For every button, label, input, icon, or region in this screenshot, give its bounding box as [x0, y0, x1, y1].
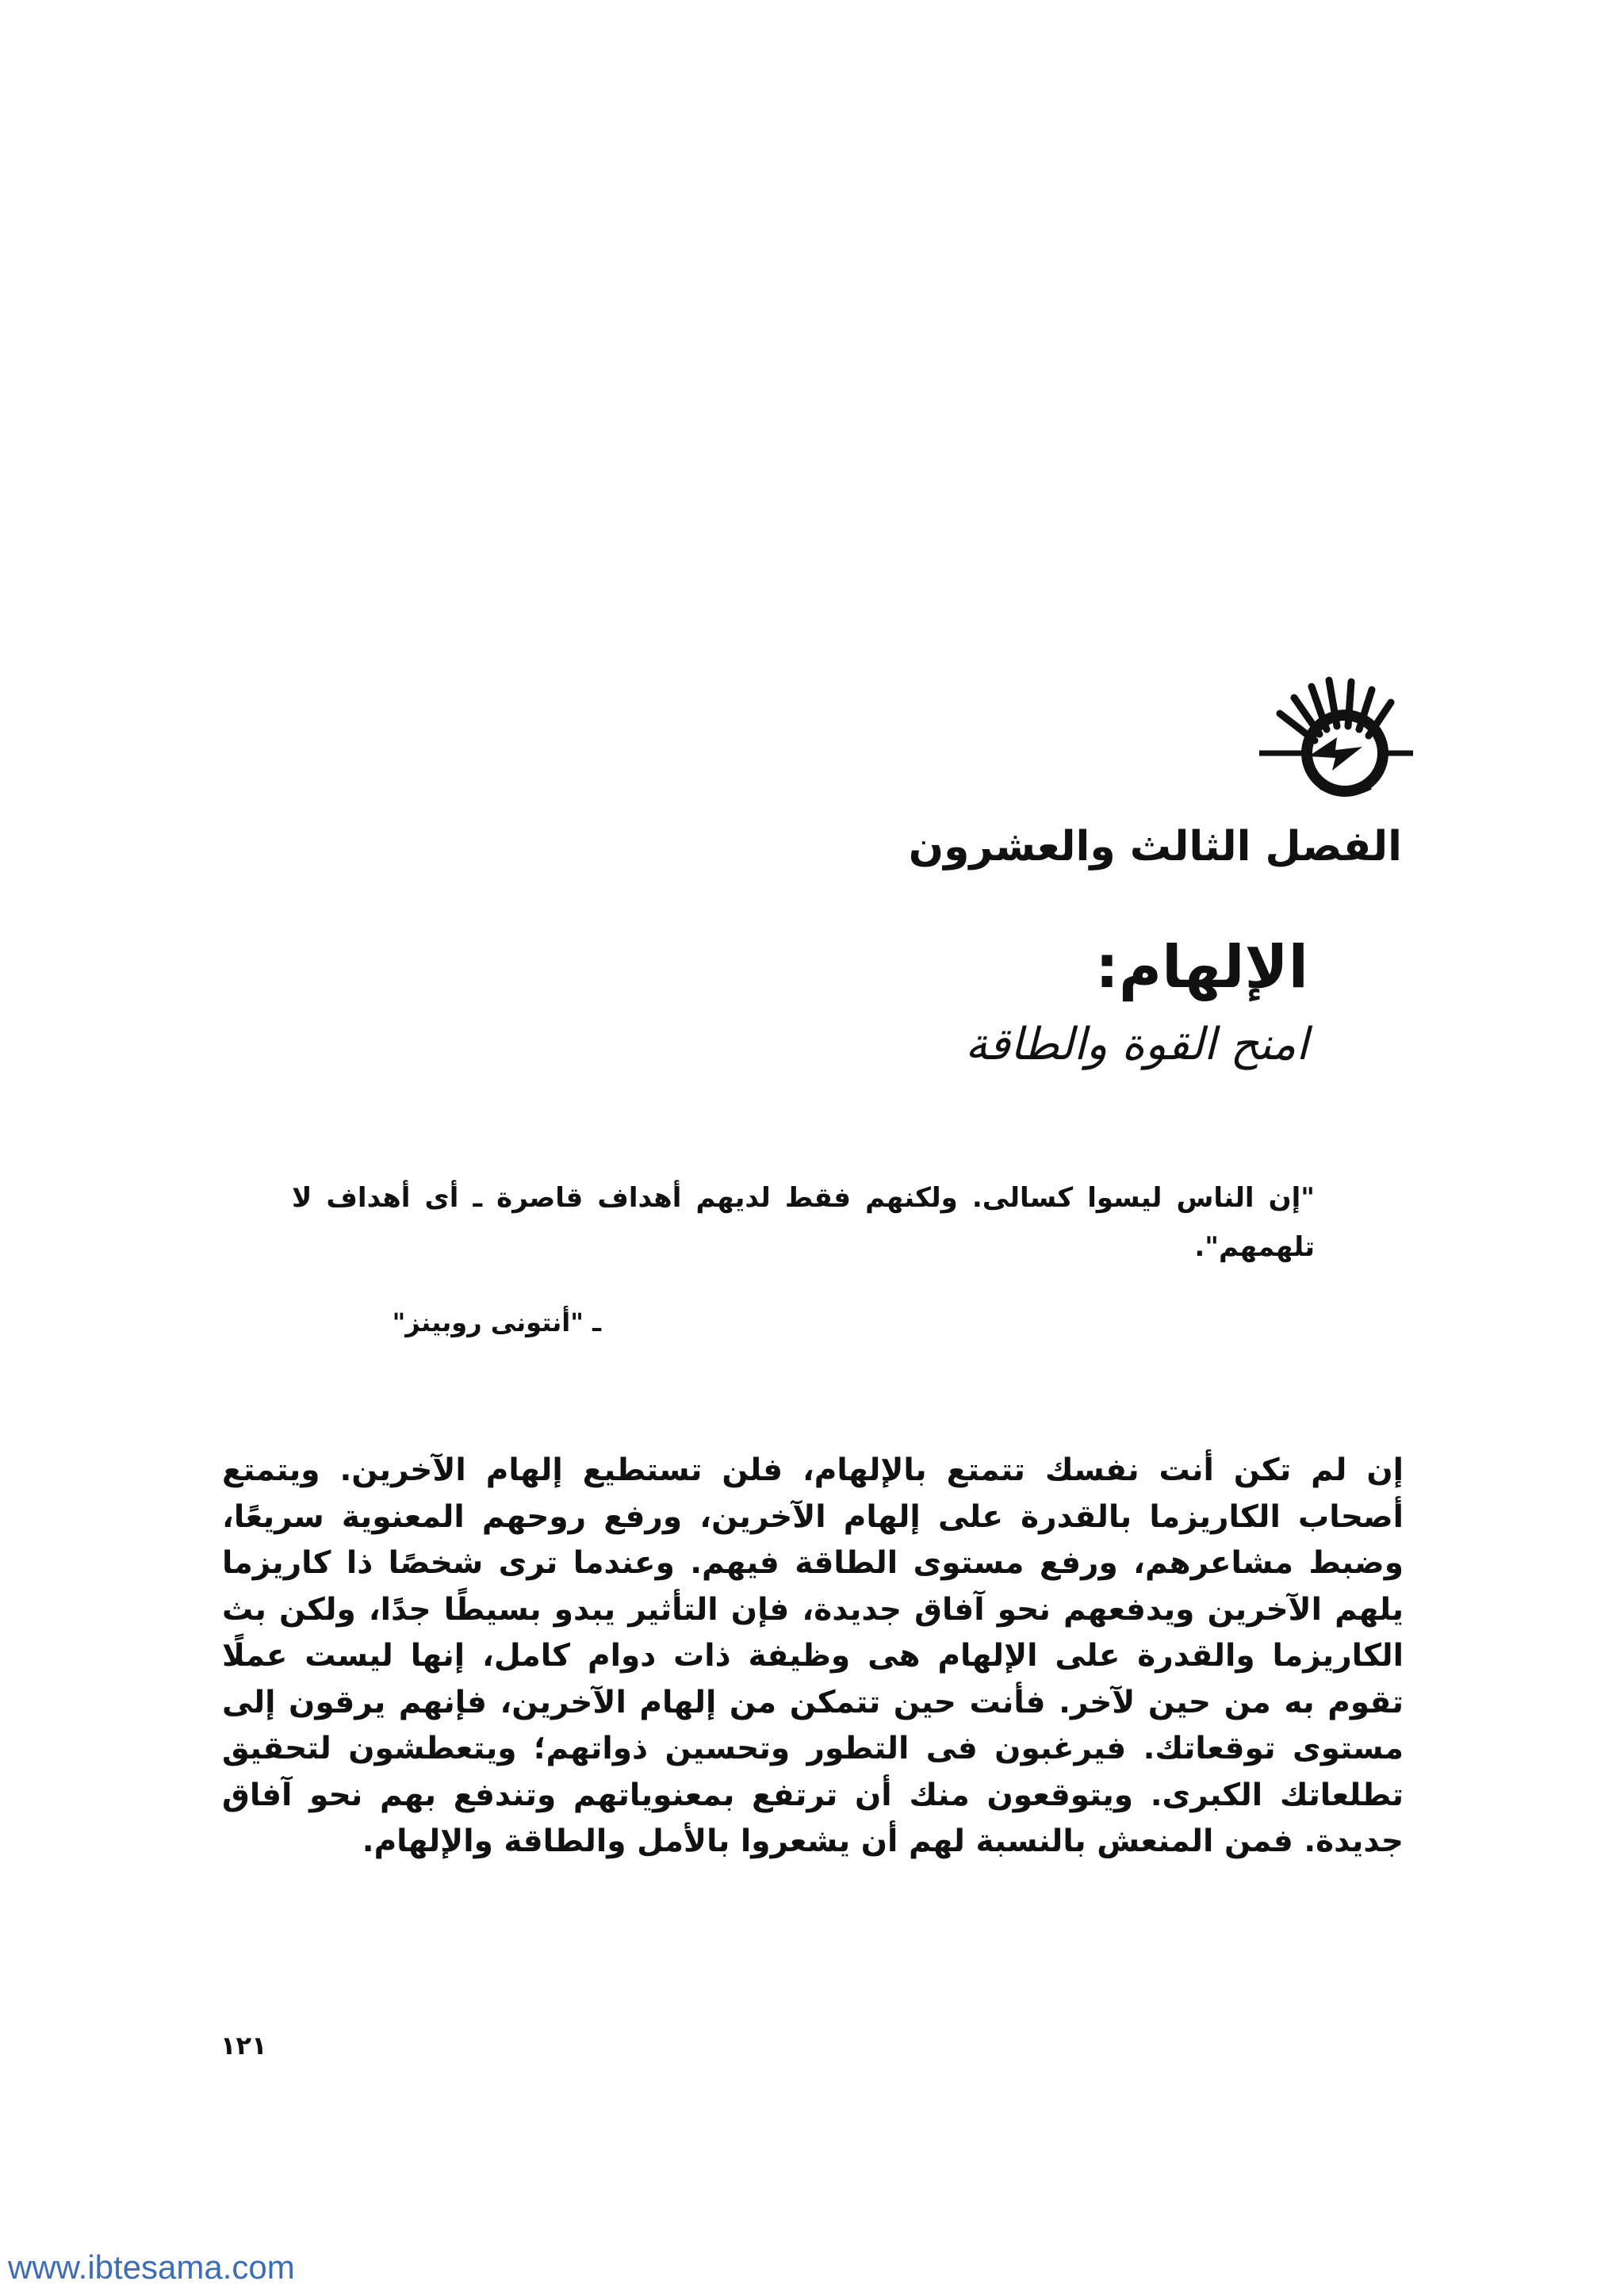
- chapter-number: الفصل الثالث والعشرون: [908, 823, 1402, 871]
- page-number: ١٢١: [220, 2030, 267, 2061]
- sunburst-emblem-icon: [1243, 671, 1418, 806]
- epigraph-author: ـ "أنتونى روبينز": [392, 1307, 601, 1337]
- epigraph-quote: "إن الناس ليسوا كسالى. ولكنهم فقط لديهم أهداف قاصرة ـ أى أهداف لا تلهمهم".: [292, 1182, 1315, 1263]
- body-paragraph: إن لم تكن أنت نفسك تتمتع بالإلهام، فلن تستطيع إلهام الآخرين. ويتمتع أصحاب الكاريزما بالقدرة على إلهام الآخرين، ورفع روحهم المعنوية سريعًا، وضبط مشاعرهم، ورفع مستوى الطاقة فيهم. وعندما ترى شخصًا ذا كاريزما يلهم الآخرين ويدفعهم نحو آفاق جديدة، فإن التأثير يبدو بسيطًا جدًا، ولكن بث الكاريزما والقدرة على الإلهام هى وظيفة ذات دوام كامل، إنها ليست عملًا تقوم به من حين لآخر. فأنت حين تتمكن من إلهام الآخرين، فإنهم يرقون إلى مستوى توقعاتك. فيرغبون فى التطور وتحسين ذواتهم؛ ويتعطشون لتحقيق تطلعاتك الكبرى. ويتوقعون منك أن ترتفع بمعنوياتهم وتندفع بهم نحو آفاق جديدة. فمن المنعش بالنسبة لهم أن يشعروا بالأمل والطاقة والإلهام.: [222, 1452, 1404, 1859]
- chapter-title: الإلهام:: [1095, 933, 1308, 1001]
- watermark-link[interactable]: www.ibtesama.com: [8, 2248, 295, 2286]
- chapter-subtitle: امنح القوة والطاقة: [965, 1019, 1308, 1070]
